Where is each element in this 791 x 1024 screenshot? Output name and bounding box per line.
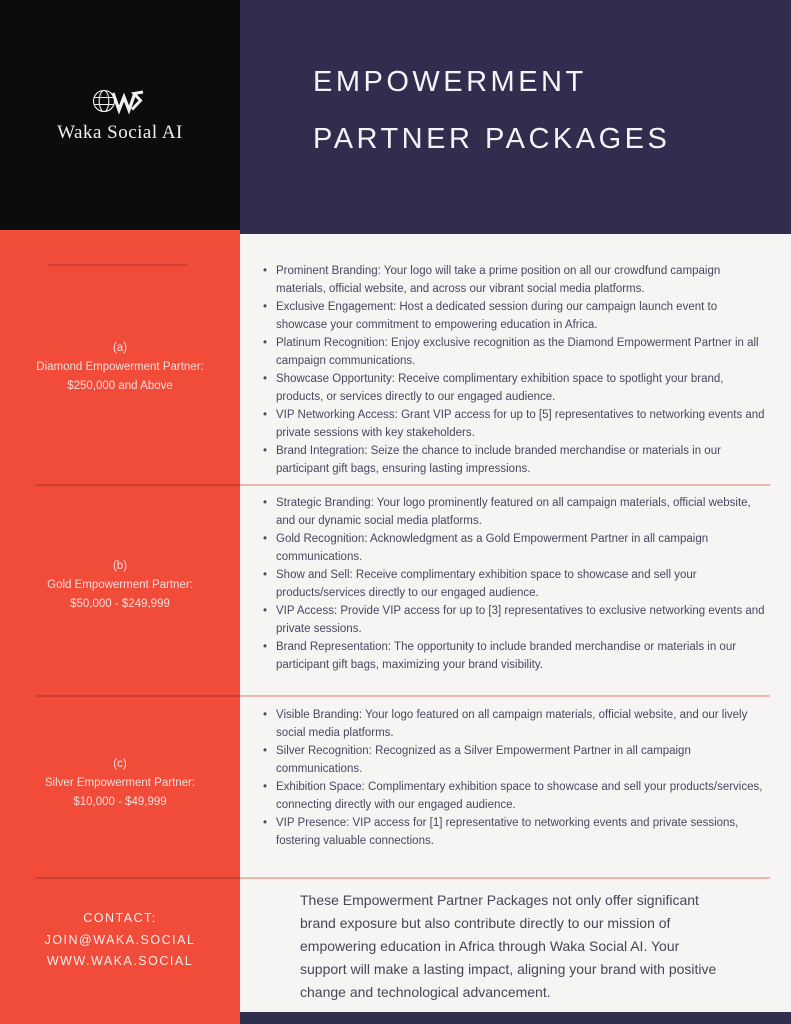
waka-globe-ws-icon (91, 86, 149, 116)
contact-website: WWW.WAKA.SOCIAL (46, 954, 194, 968)
tier-b-name: Gold Empowerment Partner: (47, 579, 193, 591)
list-item: • Gold Recognition: Acknowledgment as a Gold Empowerment Partner in all campaign communications. (262, 530, 770, 566)
divider-tier-a (48, 264, 187, 266)
tier-c-label (0, 755, 240, 812)
list-item: • Show and Sell: Receive complimentary exhibition space to showcase and sell your products/services directly to our engaged audience. (262, 566, 770, 602)
list-item: • Brand Integration: Seize the chance to include branded merchandise or materials in our participant gift bags, ensuring lasting impressions. (262, 442, 770, 478)
divider-tier-b (35, 484, 770, 486)
page-title-line2: PARTNER PACKAGES (313, 123, 671, 155)
page-title-line1: EMPOWERMENT (313, 66, 587, 98)
tier-b-label (0, 557, 240, 614)
list-item: • Platinum Recognition: Enjoy exclusive recognition as the Diamond Empowerment Partner in all campaign communications. (262, 334, 770, 370)
tier-a-benefits-list (262, 262, 770, 478)
tier-c-id: (c) (113, 758, 127, 770)
list-item: • VIP Presence: VIP access for [1] representative to networking events and private sessions, fostering valuable connections. (262, 814, 770, 850)
tier-a-price: $250,000 and Above (67, 380, 173, 392)
list-item: • Silver Recognition: Recognized as a Silver Empowerment Partner in all campaign communications. (262, 742, 770, 778)
header (240, 0, 791, 234)
page-title (313, 54, 670, 168)
tier-a-name: Diamond Empowerment Partner: (36, 361, 204, 373)
logo-box (0, 0, 240, 230)
tier-c-price: $10,000 - $49,999 (73, 796, 167, 808)
divider-footer (35, 877, 770, 879)
list-item: • Prominent Branding: Your logo will take a prime position on all our crowdfund campaign materials, official website, and across our vibrant social media platforms. (262, 262, 770, 298)
closing-paragraph: These Empowerment Partner Packages not only offer significant brand exposure but also contribute directly to our mission of empowering education in Africa through Waka Social AI. Your support will make a lasting impact, aligning your brand with positive change and technological advancement. (300, 892, 717, 1000)
list-item: • VIP Access: Provide VIP access for up to [3] representatives to exclusive networking events and private sessions. (262, 602, 770, 638)
list-item: • Brand Representation: The opportunity to include branded merchandise or materials in our participant gift bags, maximizing your brand visibility. (262, 638, 770, 674)
tier-b-benefits-list (262, 494, 770, 674)
contact-block (0, 908, 240, 973)
contact-email: JOIN@WAKA.SOCIAL (44, 932, 196, 947)
list-item: • Exhibition Space: Complimentary exhibition space to showcase and sell your products/services, connecting directly with our engaged audience. (262, 778, 770, 814)
list-item: • Visible Branding: Your logo featured on all campaign materials, official website, and our lively social media platforms. (262, 706, 770, 742)
tier-c-name: Silver Empowerment Partner: (44, 777, 196, 789)
footer-accent-bar (240, 1012, 791, 1024)
list-item: • Showcase Opportunity: Receive complimentary exhibition space to spotlight your brand, products, or services directly to our engaged audience. (262, 370, 770, 406)
contact-label: CONTACT: (83, 911, 157, 925)
tier-b-price: $50,000 - $249,999 (70, 598, 170, 610)
tier-c-benefits-list (262, 706, 770, 850)
tier-b-id: (b) (112, 560, 128, 572)
tier-a-label (0, 339, 240, 396)
list-item: • Strategic Branding: Your logo prominently featured on all campaign materials, official website, and our dynamic social media platforms. (262, 494, 770, 530)
brand-name: Waka Social AI (57, 122, 183, 143)
tier-a-id: (a) (112, 342, 128, 354)
list-item: • Exclusive Engagement: Host a dedicated session during our campaign launch event to showcase your commitment to empowering education in Africa. (262, 298, 770, 334)
list-item: • VIP Networking Access: Grant VIP access for up to [5] representatives to networking events and private sessions with key stakeholders. (262, 406, 770, 442)
divider-tier-c (35, 695, 770, 697)
